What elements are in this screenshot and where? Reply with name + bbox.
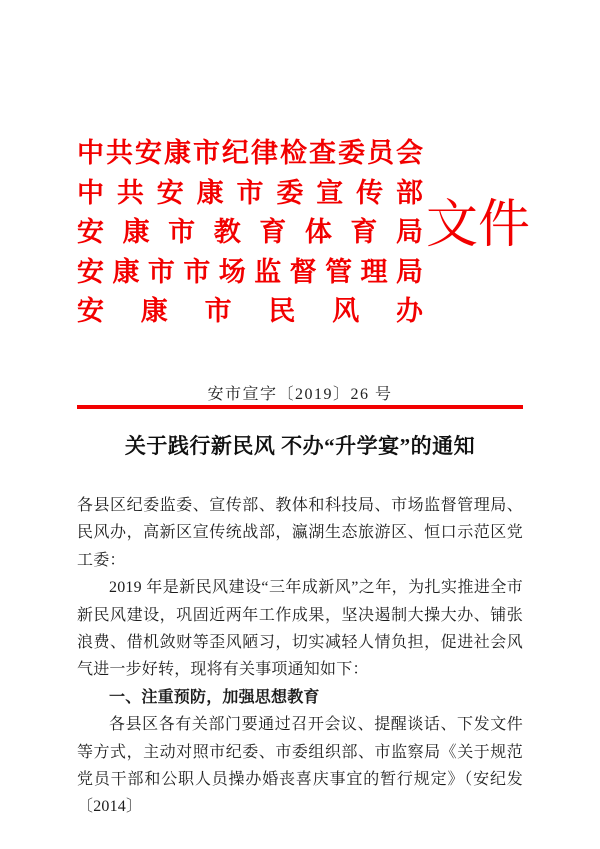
doc-body [77, 492, 523, 821]
org-name-line: 安 康 市 教 育 体 育 局 [77, 217, 423, 248]
doc-number: 安市宣字〔2019〕26 号 [207, 386, 393, 403]
org-name-line: 安 康 市 市 场 监 督 管 理 局 [77, 256, 423, 287]
doc-title: 关于践行新民风 不办“升学宴”的通知 [124, 434, 476, 458]
doc-type-label: 文件 [426, 197, 531, 254]
org-name-line: 中 共 安 康 市 纪 律 检 查 委 员 会 [77, 138, 423, 169]
body-paragraph: 各县区纪委监委、宣传部、教体和科技局、市场监督管理局、民风办，高新区宣传统战部，瀛湖生态旅游区、恒口示范区党工委： [77, 497, 523, 569]
org-name-line: 安 康 市 民 风 办 [77, 296, 423, 327]
section-heading: 一、注重预防，加强思想教育 [109, 688, 320, 706]
red-separator-line [77, 405, 523, 409]
body-paragraph: 各县区各有关部门要通过召开会议、提醒谈话、下发文件等方式，主动对照市纪委、市委组织部、市监察局《关于规范党员干部和公职人员操办婚丧喜庆事宜的暂行规定》（安纪发〔2014〕 [77, 716, 523, 816]
body-paragraph: 2019 年是新民风建设“三年成新风”之年，为扎实推进全市新民风建设，巩固近两年工作成果，坚决遏制大操大办、铺张浪费、借机敛财等歪风陋习，切实减轻人情负担，促进社会风气进一步好转，现将有关事项通知如下： [77, 579, 523, 679]
org-name-line: 中 共 安 康 市 委 宣 传 部 [77, 177, 423, 208]
issuing-orgs [77, 131, 423, 329]
